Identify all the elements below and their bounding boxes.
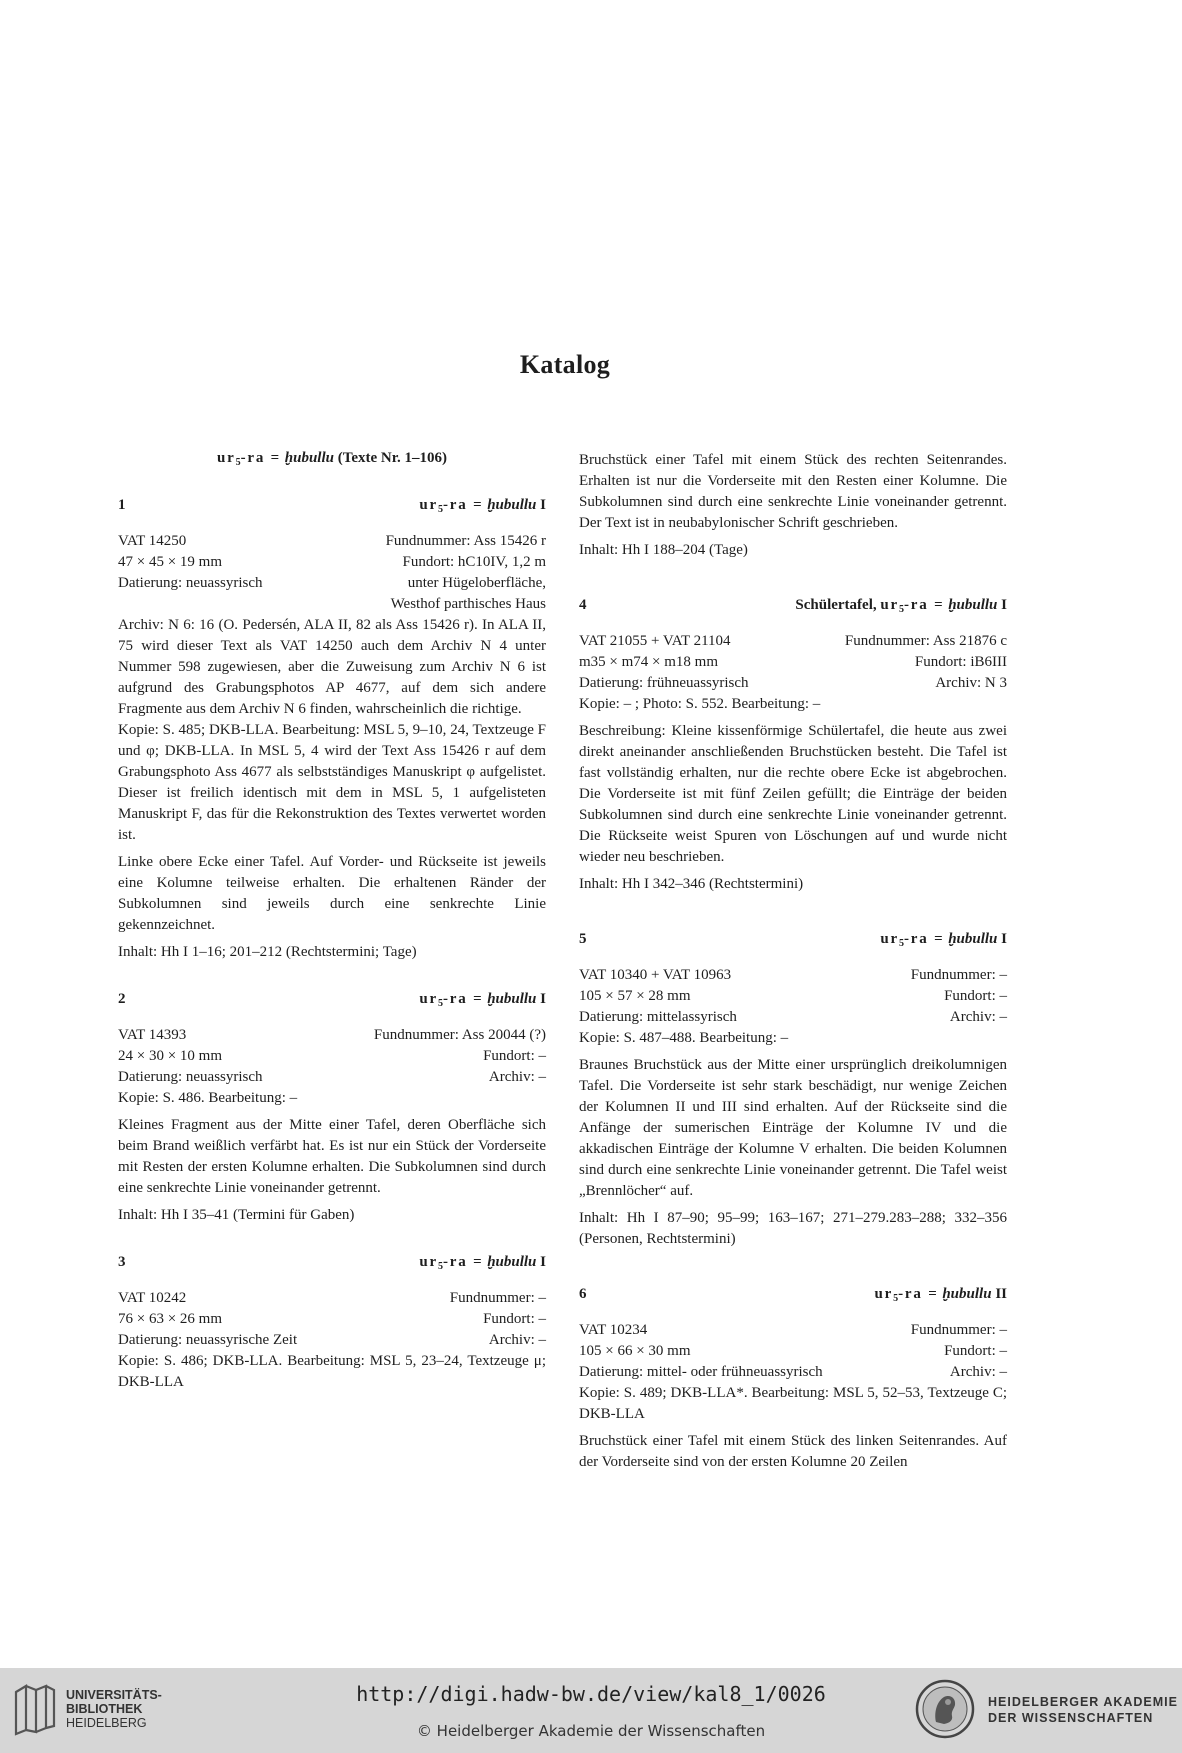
meta-row: 105 × 57 × 28 mm Fundort: – xyxy=(579,988,1007,1004)
copyright-notice: © Heidelberger Akademie der Wissenschaften xyxy=(416,1722,766,1740)
section-heading: $ur_5-ra$ = ḫubullu (Texte Nr. 1–106) xyxy=(216,450,448,468)
meta-row: VAT 10234 Fundnummer: – xyxy=(579,1322,1007,1338)
entry-description: Beschreibung: Kleine kissenförmige Schülertafel, die heute aus zwei direkt aneinander anschließenden Bruchstücken besteht. Die Tafel ist fast vollständig erhalten, nur die rechte obere Ecke ist abgebrochen. Die Vorderseite ist mit fünf Zeilen gefüllt; die Einträge der beiden Subkolumnen sind durch eine senkrechte Linie voneinander getrennt. Die Rückseite weist Spuren von Löschungen auf und wurde nicht wieder neu beschrieben. xyxy=(579,723,1007,865)
meta-row: 76 × 63 × 26 mm Fundort: – xyxy=(118,1311,546,1327)
entry-number: 5 xyxy=(579,931,587,947)
entry-title: $ur_5-ra$ = ḫubullu I xyxy=(419,1254,546,1272)
kopie-note: Kopie: S. 485; DKB-LLA. Bearbeitung: MSL 5, 9–10, 24, Textzeuge F und φ; DKB-LLA. In MSL 5, 4 wird der Text Ass 15426 r auf dem Grabungsphoto Ass 4677 als selbstständiges Manuskript φ aufgelistet. Dieser ist freilich identisch mit dem in MSL 5, 1 aufgelisteten Manuskript F, das für die Rekonstruktion des Textes verwertet worden ist. xyxy=(118,722,546,843)
catalog-entry-3 xyxy=(118,1252,546,1393)
archiv-note: Archiv: N 6: 16 (O. Pedersén, ALA II, 82 als Ass 15426 r). In ALA II, 75 wird dieser Text als VAT 14250 auch dem Archiv N 4 unter Nummer 598 zugewiesen, aber die Zuweisung zum Archiv N 6 ist aufgrund des Grabungsphotos AP 4677, auf dem sich andere Fragmente aus dem Archiv N 6 finden, wahrscheinlich die richtige. xyxy=(118,617,546,717)
entry-title: $ur_5-ra$ = ḫubullu I xyxy=(880,931,1007,949)
meta-row: VAT 14393 Fundnummer: Ass 20044 (?) xyxy=(118,1027,546,1043)
entry-heading xyxy=(118,989,546,1014)
entry-heading xyxy=(118,495,546,520)
page-title: Katalog xyxy=(519,350,611,379)
entry-heading xyxy=(579,929,1007,954)
catalog-entry-5 xyxy=(579,929,1007,1250)
entry-number: 3 xyxy=(118,1254,126,1270)
kopie-note: Kopie: – ; Photo: S. 552. Bearbeitung: – xyxy=(579,696,821,712)
entry-heading xyxy=(579,1284,1007,1309)
kopie-note: Kopie: S. 489; DKB-LLA*. Bearbeitung: MSL 5, 52–53, Textzeuge C; DKB-LLA xyxy=(579,1385,1007,1422)
left-column xyxy=(118,448,546,1419)
entry-title: $ur_5-ra$ = ḫubullu II xyxy=(874,1286,1007,1304)
entry-number: 2 xyxy=(118,991,126,1007)
meta-row: 24 × 30 × 10 mm Fundort: – xyxy=(118,1048,546,1064)
entry-title: Schülertafel, $ur_5-ra$ = ḫubullu I xyxy=(795,597,1007,615)
meta-row: VAT 21055 + VAT 21104 Fundnummer: Ass 21876 c xyxy=(579,633,1007,649)
catalog-entry-1 xyxy=(118,495,546,963)
university-library-name: UNIVERSITÄTS- BIBLIOTHEK HEIDELBERG xyxy=(66,1688,162,1730)
meta-row: 105 × 66 × 30 mm Fundort: – xyxy=(579,1343,1007,1359)
kopie-note: Kopie: S. 486; DKB-LLA. Bearbeitung: MSL 5, 23–24, Textzeuge μ; DKB-LLA xyxy=(118,1353,546,1390)
meta-row: VAT 10242 Fundnummer: – xyxy=(118,1290,546,1306)
meta-extra: Westhof parthisches Haus xyxy=(390,596,546,612)
right-column xyxy=(579,450,1007,1499)
entry-title: $ur_5-ra$ = ḫubullu I xyxy=(419,497,546,515)
catalog-entry-3-continued xyxy=(579,450,1007,561)
entry-heading xyxy=(579,595,1007,620)
entry-description: Linke obere Ecke einer Tafel. Auf Vorder- und Rückseite ist jeweils eine Kolumne teilweise erhalten. Die erhaltenen Ränder der Subkolumnen sind jeweils durch eine senkrechte Linie gekennzeichnet. xyxy=(118,854,546,933)
meta-row: VAT 14250 Fundnummer: Ass 15426 r xyxy=(118,533,546,549)
academy-name: HEIDELBERGER AKADEMIE DER WISSENSCHAFTEN xyxy=(988,1695,1178,1725)
entry-number: 1 xyxy=(118,497,126,513)
meta-row: Datierung: frühneuassyrisch Archiv: N 3 xyxy=(579,675,1007,691)
meta-row: Datierung: mittel- oder frühneuassyrisch Archiv: – xyxy=(579,1364,1007,1380)
entry-inhalt: Inhalt: Hh I 188–204 (Tage) xyxy=(579,542,748,558)
entry-inhalt: Inhalt: Hh I 35–41 (Termini für Gaben) xyxy=(118,1207,355,1223)
kopie-note: Kopie: S. 487–488. Bearbeitung: – xyxy=(579,1030,789,1046)
meta-row: Datierung: mittelassyrisch Archiv: – xyxy=(579,1009,1007,1025)
entry-inhalt: Inhalt: Hh I 1–16; 201–212 (Rechtstermini; Tage) xyxy=(118,944,417,960)
entry-description: Bruchstück einer Tafel mit einem Stück des linken Seitenrandes. Auf der Vorderseite sind von der ersten Kolumne 20 Zeilen xyxy=(579,1433,1007,1470)
entry-title: $ur_5-ra$ = ḫubullu I xyxy=(419,991,546,1009)
catalog-entry-2 xyxy=(118,989,546,1226)
meta-row: Datierung: neuassyrische Zeit Archiv: – xyxy=(118,1332,546,1348)
entry-description: Bruchstück einer Tafel mit einem Stück des rechten Seitenrandes. Erhalten ist nur die Vorderseite mit den Resten einer Kolumne. Die Subkolumnen sind durch eine senkrechte Linie voneinander getrennt. Der Text ist in neubabylonischer Schrift geschrieben. xyxy=(579,452,1007,531)
meta-row: 47 × 45 × 19 mm Fundort: hC10IV, 1,2 m xyxy=(118,554,546,570)
catalog-entry-6 xyxy=(579,1284,1007,1473)
meta-row: Datierung: neuassyrisch unter Hügeloberfläche, xyxy=(118,575,546,591)
kopie-note: Kopie: S. 486. Bearbeitung: – xyxy=(118,1090,298,1106)
catalog-entry-4 xyxy=(579,595,1007,895)
footer-bar xyxy=(0,1668,1182,1753)
entry-number: 6 xyxy=(579,1286,587,1302)
entry-description: Kleines Fragment aus der Mitte einer Tafel, deren Oberfläche sich beim Brand weißlich verfärbt hat. Es ist nur ein Stück der Vorderseite mit Resten der ersten Kolumne erhalten. Die Subkolumnen sind durch eine senkrechte Linie voneinander getrennt. xyxy=(118,1117,546,1196)
meta-row: m35 × m74 × m18 mm Fundort: iB6III xyxy=(579,654,1007,670)
source-url-link[interactable]: http://digi.hadw-bw.de/view/kal8_1/0026 xyxy=(356,1682,826,1706)
entry-number: 4 xyxy=(579,597,587,613)
entry-inhalt: Inhalt: Hh I 87–90; 95–99; 163–167; 271–279.283–288; 332–356 (Personen, Rechtstermini) xyxy=(579,1210,1007,1247)
meta-row: Datierung: neuassyrisch Archiv: – xyxy=(118,1069,546,1085)
meta-row: VAT 10340 + VAT 10963 Fundnummer: – xyxy=(579,967,1007,983)
entry-heading xyxy=(118,1252,546,1277)
academy-seal-icon xyxy=(914,1678,976,1740)
entry-description: Braunes Bruchstück aus der Mitte einer ursprünglich dreikolumnigen Tafel. Die Vorderseite ist sehr stark beschädigt, nur wenige Zeichen der Kolumnen II und III sind erhalten. Auf der Rückseite sind die Anfänge der sumerischen Einträge der Kolumne IV und die akkadischen Einträge der Kolumne V erhalten. Die beiden Kolumnen sind durch eine senkrechte Linie voneinander getrennt. Die Tafel weist „Brennlöcher“ auf. xyxy=(579,1057,1007,1199)
entry-inhalt: Inhalt: Hh I 342–346 (Rechtstermini) xyxy=(579,876,804,892)
